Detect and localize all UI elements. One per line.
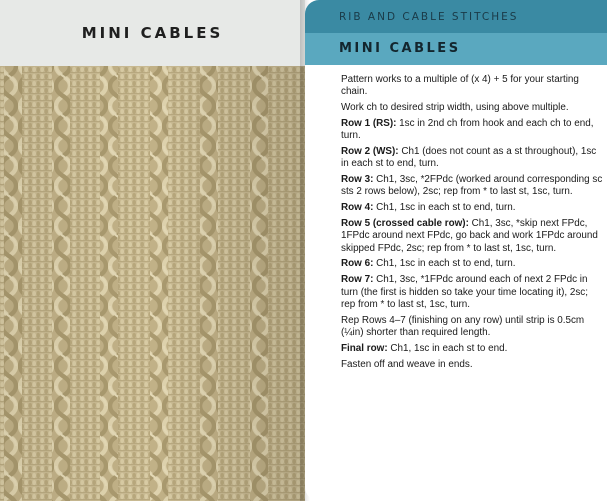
pattern-heading: MINI CABLES (339, 41, 461, 56)
instruction-paragraph: Row 1 (RS): 1sc in 2nd ch from hook and each ch to end, turn. (341, 117, 594, 142)
instruction-paragraph: Row 2 (WS): Ch1 (does not count as a st throughout), 1sc in each st to end, turn. (341, 146, 597, 170)
instruction-paragraph: Work ch to desired strip width, using above multiple. (341, 102, 569, 114)
heading-band (305, 33, 607, 65)
right-page (305, 0, 607, 501)
pattern-instructions (341, 74, 603, 375)
section-label-band (305, 0, 607, 33)
instruction-paragraph: Fasten off and weave in ends. (341, 358, 473, 370)
instruction-paragraph: Row 3: Ch1, 3sc, *2FPdc (worked around corresponding sc sts 2 rows below), 2sc; rep from * to last st, 1sc, turn. (341, 174, 603, 198)
instruction-paragraph: Row 6: Ch1, 1sc in each st to end, turn. (341, 258, 516, 270)
instruction-paragraph: Rep Rows 4–7 (finishing on any row) until strip is 0.5cm (¼in) shorter than required length. (341, 314, 585, 338)
instruction-paragraph: Final row: Ch1, 1sc in each st to end. (341, 342, 508, 354)
crochet-swatch-photo (0, 66, 305, 501)
section-label: RIB AND CABLE STITCHES (339, 11, 519, 23)
instruction-paragraph: Row 5 (crossed cable row): Ch1, 3sc, *skip next FPdc, 1FPdc around next FPdc, go back and work 1FPdc around skipped FPdc, 2sc; rep from * to last st, 1sc, turn. (341, 218, 598, 254)
left-page-title: MINI CABLES (81, 24, 224, 42)
left-page-header (0, 0, 305, 66)
instruction-paragraph: Pattern works to a multiple of (x 4) + 5 for your starting chain. (341, 74, 579, 98)
swatch-texture-image (0, 66, 305, 501)
instruction-paragraph: Row 7: Ch1, 3sc, *1FPdc around each of next 2 FPdc in turn (the first is hidden so take your time locating it), 2sc; rep from * to last st, 1sc, turn. (341, 274, 588, 310)
instruction-paragraph: Row 4: Ch1, 1sc in each st to end, turn. (341, 202, 516, 214)
